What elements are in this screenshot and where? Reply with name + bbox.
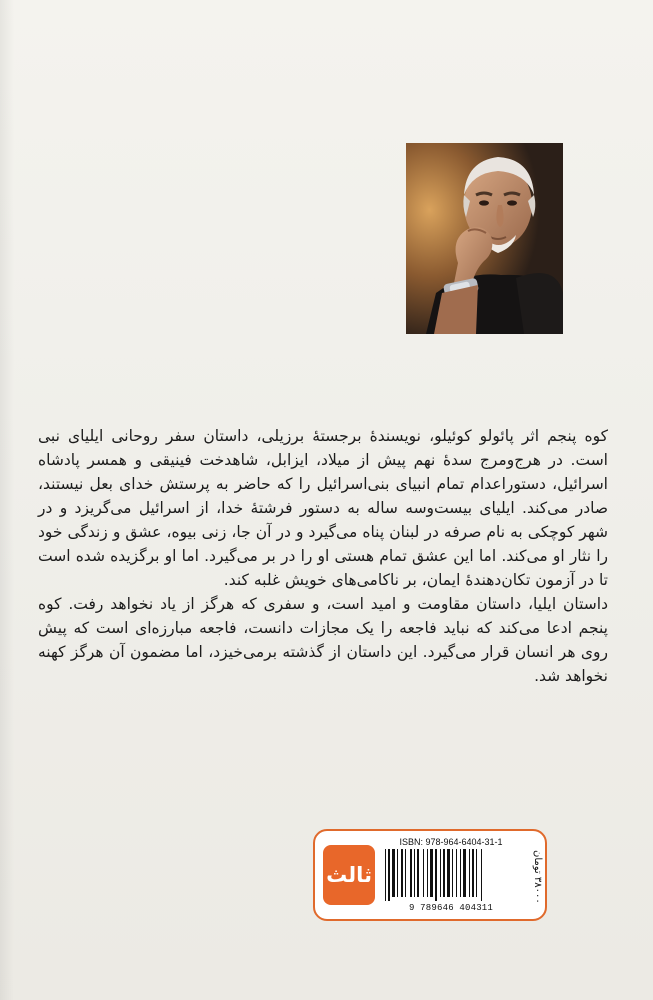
spine-shadow <box>0 0 14 1000</box>
author-photo <box>406 143 563 334</box>
back-cover-blurb <box>38 424 608 688</box>
barcode-digits: 9 789646 404311 <box>408 903 493 913</box>
barcode-icon <box>381 849 521 901</box>
barcode-panel <box>313 829 547 921</box>
price-label: ۳۸۰۰۰ تومان <box>532 850 543 904</box>
isbn-text: ISBN: 978-964-6404-31-1 <box>399 837 503 847</box>
blurb-paragraph-1: کوه پنجم اثر پائولو کوئیلو، نویسندهٔ برجستهٔ برزیلی، داستان سفر روحانی ایلیای نبی است. در هرج‌ومرج سدهٔ نهم پیش از میلاد، ایزابل، شاهدخت فینیقی و همسر پادشاه اسرائیل، دستوراعدام تمام انبیای بنی‌اسرائیل را که حاضر به پرستش خدای بعل نیستند، صادر می‌کند. ایلیای بیست‌وسه ساله به دستور فرشتهٔ خدا، از اسرائیل می‌گریزد و در شهر کوچکی به نام صرفه در لبنان پناه می‌گیرد و در آن جا، زنی بیوه، عشق و زندگی خود را نثار او می‌کند. اما این عشق تمام هستی او را در بر می‌گیرد. اما او برگزیده شده است تا در آزمون تکان‌دهندهٔ ایمان، بر ناکامی‌های خویش غلبه کند. <box>38 427 608 589</box>
publisher-logo: ثالث <box>323 845 375 905</box>
author-portrait-icon <box>406 143 563 334</box>
barcode-area <box>379 837 523 917</box>
blurb-paragraph-2: داستان ایلیا، داستان مقاومت و امید است، و سفری که هرگز از یاد نخواهد رفت. کوه پنجم ادعا می‌کند که نباید فاجعه را یک مجازات دانست، فاجعه مبارزه‌ای است که پیش روی هر انسان قرار می‌گیرد. این داستان از گذشته برمی‌خیزد، اما مضمون آن هرگز کهنه نخواهد شد. <box>38 595 608 685</box>
